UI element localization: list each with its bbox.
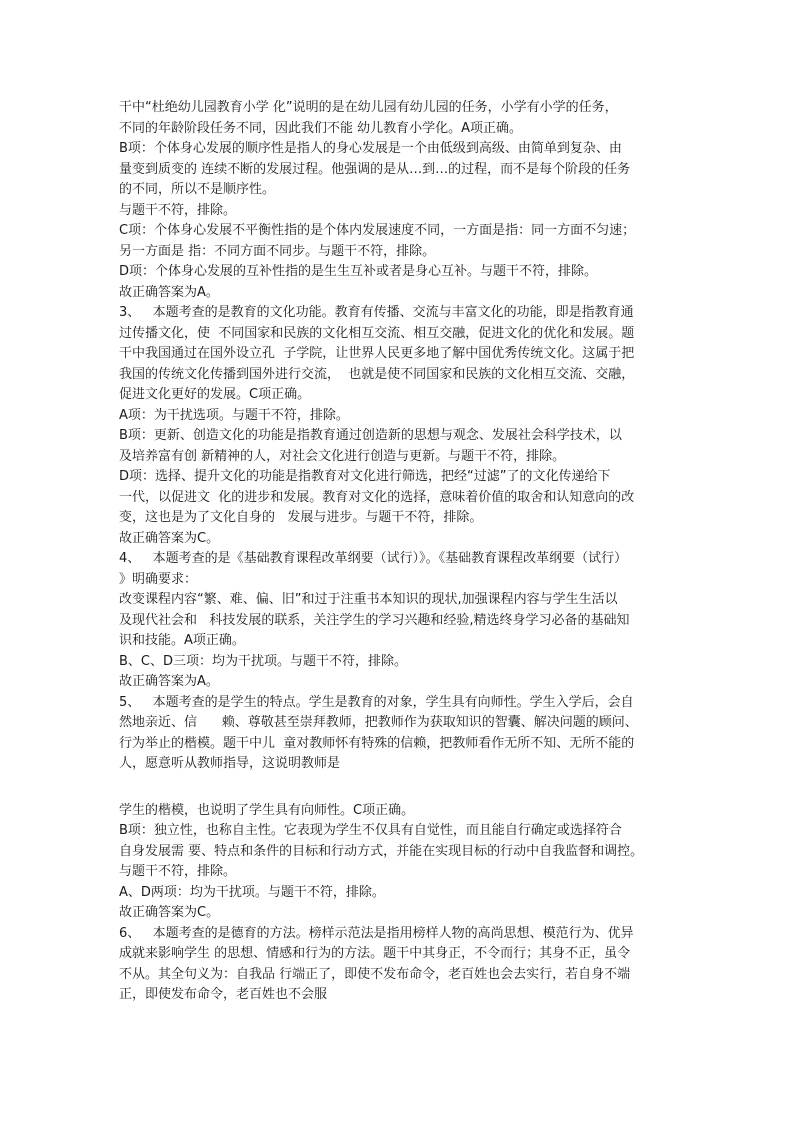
text-line: 过传播文化，使 不同国家和民族的文化相互交流、相互交融，促进文化的优化和发展。题 bbox=[119, 325, 635, 341]
text-line: A项：为干扰选项。与题干不符，排除。 bbox=[119, 407, 349, 423]
text-line: 变，这也是为了文化自身的 发展与进步。与题干不符，排除。 bbox=[119, 510, 483, 525]
text-line: 及培养富有创 新精神的人，对社会文化进行创造与更新。与题干不符，排除。 bbox=[119, 448, 566, 464]
text-line: 人，愿意听从教师指导，这说明教师是 bbox=[119, 756, 341, 771]
text-line: 的不同，所以不是顺序性。 bbox=[119, 182, 276, 197]
text-line: 量变到质变的 连续不断的发展过程。他强调的是从…到…的过程，而不是每个阶段的任务 bbox=[119, 161, 631, 177]
text-line: 一代，以促进文 化的进步和发展。教育对文化的选择，意味着价值的取舍和认知意向的改 bbox=[119, 489, 635, 505]
text-line: 3、 本题考查的是教育的文化功能。教育有传播、交流与丰富文化的功能，即是指教育通 bbox=[119, 305, 634, 320]
text-line: 另一方面是 指：不同方面不同步。与题干不符，排除。 bbox=[119, 243, 436, 259]
text-line: 干中我国通过在国外设立孔 子学院，让世界人民更多地了解中国优秀传统文化。这属于把 bbox=[119, 346, 635, 361]
text-line: 及现代社会和 科技发展的联系，关注学生的学习兴趣和经验,精选终身学习必备的基础知 bbox=[119, 612, 630, 628]
text-line: 故正确答案为A。 bbox=[119, 674, 219, 689]
text-line: 学生的楷模，也说明了学生具有向师性。C项正确。 bbox=[119, 802, 415, 818]
text-line: 我国的传统文化传播到国外进行交流， 也就是使不同国家和民族的文化相互交流、交融， bbox=[119, 366, 635, 382]
text-line: 》明确要求： bbox=[119, 571, 198, 587]
text-line: 正，即使发布命令，老百姓也不会服 bbox=[119, 987, 328, 1002]
document-body bbox=[119, 98, 689, 1006]
text-line: 自身发展需 要、特点和条件的目标和行动方式，并能在实现目标的行动中自我监督和调控。 bbox=[119, 843, 644, 859]
text-line: 行为举止的楷模。题干中儿 童对教师怀有特殊的信赖，把教师看作无所不知、无所不能的 bbox=[119, 735, 635, 751]
text-line: B项：更新、创造文化的功能是指教育通过创造新的思想与观念、发展社会科学技术，以 bbox=[119, 428, 622, 443]
text-line: B项：独立性，也称自主性。它表现为学生不仅具有自觉性，而且能自行确定或选择符合 bbox=[119, 823, 622, 838]
text-line: 不同的年龄阶段任务不同，因此我们不能 幼儿教育小学化。A项正确。 bbox=[119, 120, 523, 136]
text-line: B项：个体身心发展的顺序性是指人的身心发展是一个由低级到高级、由简单到复杂、由 bbox=[119, 141, 622, 156]
text-block-2 bbox=[119, 801, 689, 1006]
text-line: 故正确答案为C。 bbox=[119, 905, 220, 920]
text-line: 成就来影响学生 的思想、情感和行为的方法。题干中其身正，不令而行；其身不正，虽令 bbox=[119, 946, 631, 961]
text-line: A、D两项：均为干扰项。与题干不符，排除。 bbox=[119, 884, 385, 900]
text-line: 故正确答案为C。 bbox=[119, 530, 220, 546]
paragraph-gap bbox=[119, 775, 689, 801]
text-line: D项：个体身心发展的互补性指的是生生互补或者是身心互补。与题干不符，排除。 bbox=[119, 264, 598, 279]
text-line: 不从。其全句义为：自我品 行端正了，即使不发布命令，老百姓也会去实行，若自身不端 bbox=[119, 966, 631, 982]
text-line: 然地亲近、信 赖、尊敬甚至崇拜教师，把教师作为获取知识的智囊、解决问题的顾问、 bbox=[119, 715, 638, 730]
text-line: B、C、D三项：均为干扰项。与题干不符，排除。 bbox=[119, 653, 408, 669]
text-line: D项：选择、提升文化的功能是指教育对文化进行筛选，把经“过滤”了的文化传递给下 bbox=[119, 469, 611, 484]
text-line: 识和技能。A项正确。 bbox=[119, 633, 245, 648]
text-block-1 bbox=[119, 98, 689, 775]
text-line: 5、 本题考查的是学生的特点。学生是教育的对象，学生具有向师性。学生入学后，会自 bbox=[119, 694, 634, 710]
text-line: 促进文化更好的发展。C项正确。 bbox=[119, 387, 311, 402]
text-line: 故正确答案为A。 bbox=[119, 284, 219, 300]
text-line: 4、 本题考查的是《基础教育课程改革纲要（试行）》。《基础教育课程改革纲要（试行） bbox=[119, 551, 628, 566]
text-line: 改变课程内容“繁、难、偏、旧”和过于注重书本知识的现状,加强课程内容与学生生活以 bbox=[119, 592, 618, 607]
text-line: 干中“杜绝幼儿园教育小学 化”说明的是在幼儿园有幼儿园的任务，小学有小学的任务， bbox=[119, 100, 618, 115]
text-line: 与题干不符，排除。 bbox=[119, 202, 237, 218]
text-line: 与题干不符，排除。 bbox=[119, 864, 237, 879]
text-line: C项：个体身心发展不平衡性指的是个体内发展速度不同，一方面是指：同一方面不匀速； bbox=[119, 223, 636, 238]
text-line: 6、 本题考查的是德育的方法。榜样示范法是指用榜样人物的高尚思想、模范行为、优异 bbox=[119, 925, 634, 941]
